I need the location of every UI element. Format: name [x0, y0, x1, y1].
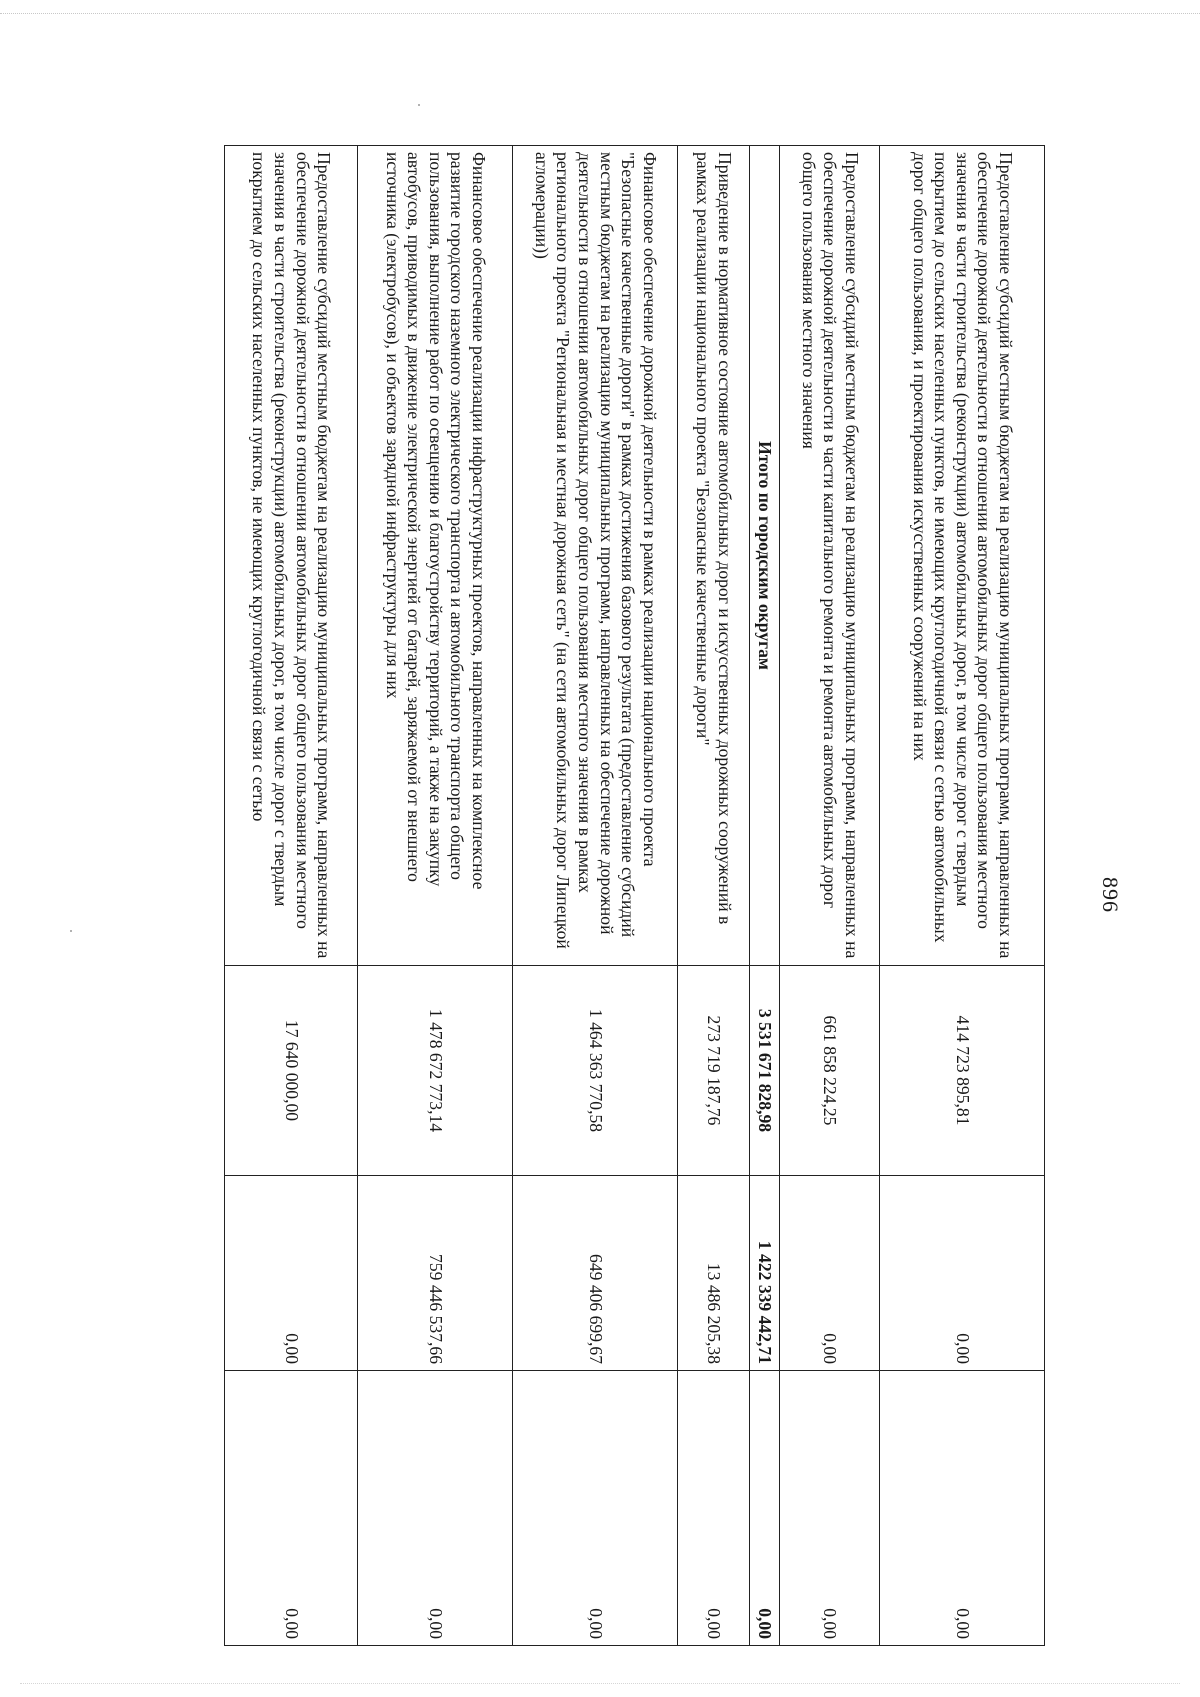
- table-row: [880, 146, 1045, 1646]
- total-col2-value: 1 422 339 442,71: [750, 1176, 780, 1371]
- table-row: [225, 146, 358, 1646]
- row-col2-value: 0,00: [880, 1176, 1045, 1371]
- row-description: Предоставление субсидий местным бюджетам на реализацию муниципальных программ, направленных на обеспечение дорожной деятельности в отношении автомобильных дорог общего пользования местного значения в части строительства (реконструкции) автомобильных дорог, в том числе дорог с твердым покрытием до сельских населенных пунктов, не имеющих круглогодичной связи с сетью автомобильных дорог общего пользования, и проектирования искусственных сооружений на них: [880, 146, 1045, 966]
- table-row: [678, 146, 750, 1646]
- row-description: Финансовое обеспечение дорожной деятельности в рамках реализации национального проекта "Безопасные качественные дороги" в рамках достижения базового результата (предоставление субсидий местным бюджетам на реализацию муниципальных программ, направленных на обеспечение дорожной деятельности в отношении автомобильных дорог общего пользования местного значения в рамках регионального проекта "Региональная и местная дорожная сеть" (на сети автомобильных дорог Липецкой агломерации)): [513, 146, 678, 966]
- row-amount: 1 478 672 773,14: [358, 966, 513, 1176]
- row-col3-value: 0,00: [678, 1371, 750, 1646]
- row-col2-value: 0,00: [780, 1176, 880, 1371]
- total-amount: 3 531 671 828,98: [750, 966, 780, 1176]
- page-number: 896: [1098, 877, 1123, 913]
- row-col3-value: 0,00: [513, 1371, 678, 1646]
- row-description: Приведение в нормативное состояние автомобильных дорог и искусственных дорожных сооружений в рамках реализации национального проекта "Безопасные качественные дороги": [678, 146, 750, 966]
- scan-speck: [418, 104, 420, 106]
- rotated-page: [225, 145, 1123, 1645]
- row-col3-value: 0,00: [780, 1371, 880, 1646]
- row-col2-value: 649 406 699,67: [513, 1176, 678, 1371]
- row-col2-value: 759 446 537,66: [358, 1176, 513, 1371]
- scan-speck: [70, 930, 72, 932]
- scan-edge-bottom: [20, 1683, 1180, 1684]
- row-col3-value: 0,00: [358, 1371, 513, 1646]
- scan-edge-top: [0, 13, 1200, 14]
- budget-table: [224, 145, 1045, 1646]
- row-amount: 414 723 895,81: [880, 966, 1045, 1176]
- row-col3-value: 0,00: [225, 1371, 358, 1646]
- row-amount: 661 858 224,25: [780, 966, 880, 1176]
- table-row: [513, 146, 678, 1646]
- total-row: [750, 146, 780, 1646]
- total-col3-value: 0,00: [750, 1371, 780, 1646]
- row-description: Предоставление субсидий местным бюджетам на реализацию муниципальных программ, направленных на обеспечение дорожной деятельности в отношении автомобильных дорог общего пользования местного значения в части строительства (реконструкции) автомобильных дорог, в том числе дорог с твердым покрытием до сельских населенных пунктов, не имеющих круглогодичной связи с сетью: [225, 146, 358, 966]
- total-label: Итого по городским округам: [750, 146, 780, 966]
- row-col3-value: 0,00: [880, 1371, 1045, 1646]
- table-row: [780, 146, 880, 1646]
- row-amount: 17 640 000,00: [225, 966, 358, 1176]
- row-description: Предоставление субсидий местным бюджетам на реализацию муниципальных программ, направленных на обеспечение дорожной деятельности в части капитального ремонта и ремонта автомобильных дорог общего пользования местного значения: [780, 146, 880, 966]
- row-amount: 1 464 363 770,58: [513, 966, 678, 1176]
- row-description: Финансовое обеспечение реализации инфраструктурных проектов, направленных на комплексное развитие городского наземного электрического транспорта и автомобильного транспорта общего пользования, выполнение работ по освещению и благоустройству территорий, а также на закупку автобусов, приводимых в движение электрической энергией от батарей, заряжаемой от внешнего источника (электробусов), и объектов зарядной инфраструктуры для них: [358, 146, 513, 966]
- row-amount: 273 719 187,76: [678, 966, 750, 1176]
- row-col2-value: 0,00: [225, 1176, 358, 1371]
- table-row: [358, 146, 513, 1646]
- row-col2-value: 13 486 205,38: [678, 1176, 750, 1371]
